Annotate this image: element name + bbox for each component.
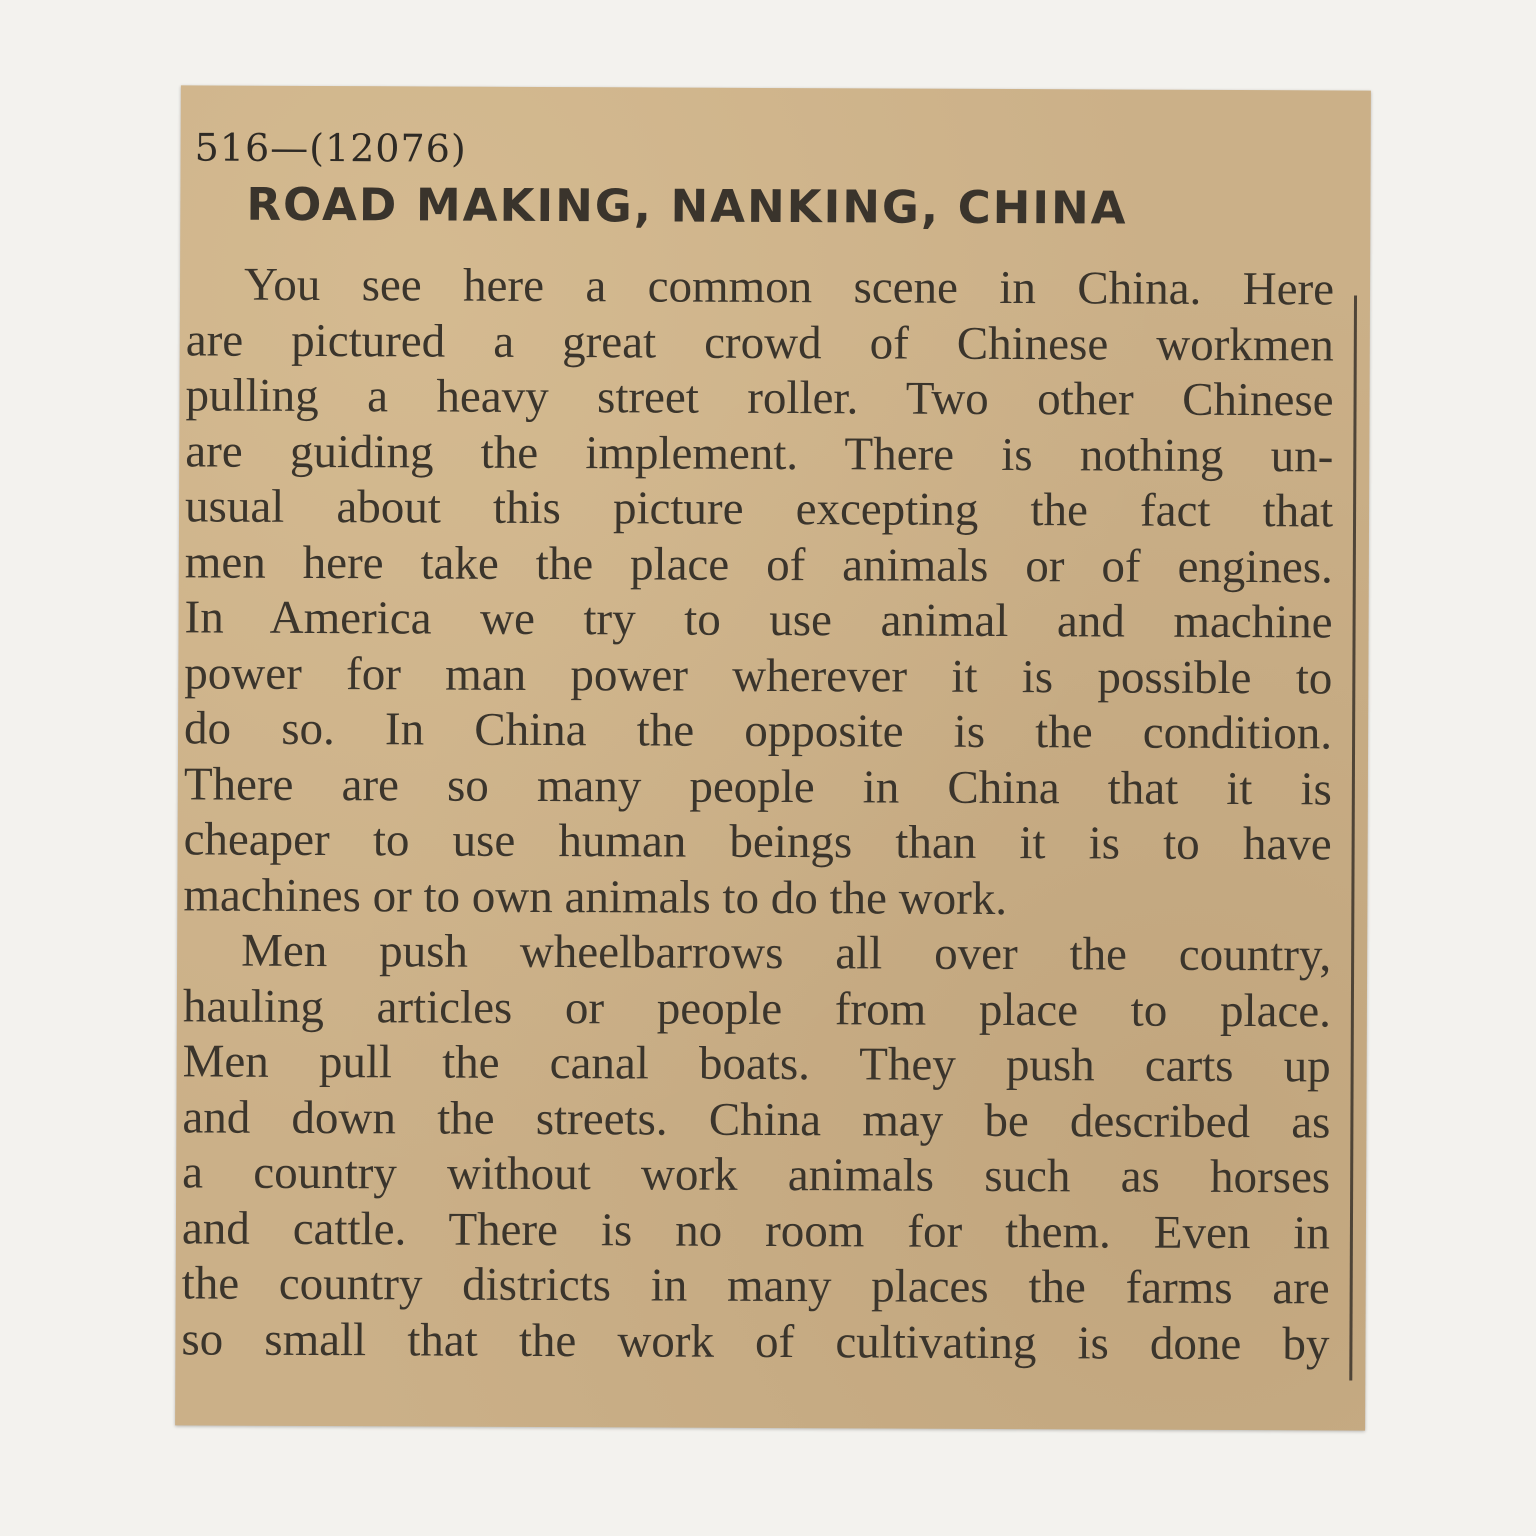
text-line: cheaper to use human beings than it is to have [183,813,1332,871]
card-title: ROAD MAKING, NANKING, CHINA [246,177,1128,235]
text-line: machines or to own animals to do the work. [183,868,1008,925]
catalog-number: 516—(12076) [194,125,467,171]
text-line: pulling a heavy street roller. Two other Chinese [185,369,1334,427]
text-line: Men push wheelbarrows all over the country, [241,924,1332,982]
description-text [181,257,1334,1372]
text-line: and cattle. There is no room for them. Even in [181,1201,1331,1259]
text-line: In America we try to use animal and machine [184,591,1333,649]
text-line: men here take the place of animals or of engines. [184,535,1333,593]
text-line: are pictured a great crowd of Chinese workmen [185,313,1334,371]
text-line: There are so many people in China that it is [183,757,1332,815]
text-line: are guiding the implement. There is nothing un- [185,424,1334,482]
text-line: You see here a common scene in China. Here [243,258,1335,316]
paragraph-2 [181,923,1331,1372]
text-line: power for man power wherever it is possible to [184,646,1333,704]
text-line: Men pull the canal boats. They push carts up [182,1035,1331,1093]
text-line: and down the streets. China may be described as [182,1090,1331,1148]
paragraph-1 [183,257,1334,928]
text-line: usual about this picture excepting the fact that [184,480,1334,538]
margin-rule [1349,296,1357,1381]
text-line: a country without work animals such as horses [182,1146,1331,1204]
text-line: the country districts in many places the farms are [181,1257,1330,1315]
text-line: do so. In China the opposite is the condition. [184,702,1333,760]
text-line: so small that the work of cultivating is done by [181,1312,1330,1370]
text-line: hauling articles or people from place to place. [182,979,1332,1037]
stereoview-card-back [175,85,1371,1430]
